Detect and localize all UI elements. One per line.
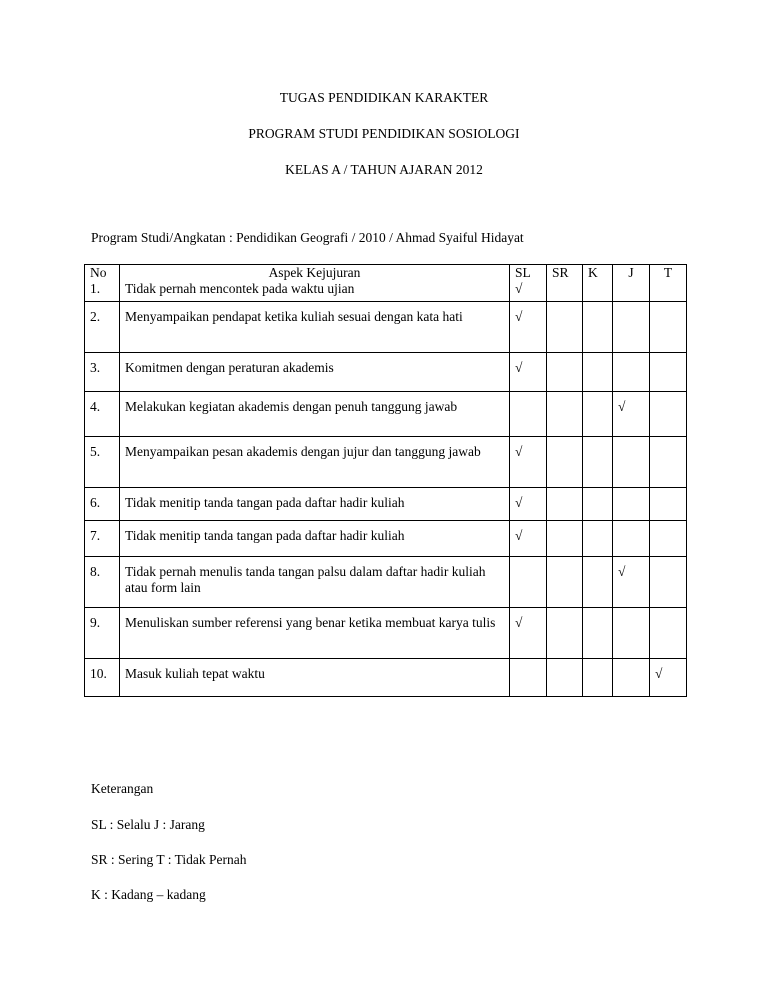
student-info: Program Studi/Angkatan : Pendidikan Geografi / 2010 / Ahmad Syaiful Hidayat — [91, 230, 524, 245]
legend-title: Keterangan — [91, 781, 154, 796]
cell-t — [650, 302, 687, 353]
cell-j — [613, 488, 650, 521]
header-t — [650, 265, 687, 302]
cell-no: 9. — [85, 608, 120, 659]
header-sr — [547, 265, 583, 302]
cell-aspek: Menuliskan sumber referensi yang benar ketika membuat karya tulis — [120, 608, 510, 659]
table-row — [85, 437, 687, 488]
cell-aspek: Komitmen dengan peraturan akademis — [120, 353, 510, 392]
cell-no: 6. — [85, 488, 120, 521]
header-sr-label: SR — [552, 265, 569, 280]
cell-k — [583, 521, 613, 557]
cell-t — [650, 608, 687, 659]
legend-line-sl-j: SL : Selalu J : Jarang — [91, 817, 205, 832]
header-k-label: K — [588, 265, 598, 280]
cell-no: 2. — [85, 302, 120, 353]
cell-no: 4. — [85, 392, 120, 437]
cell-sr — [547, 353, 583, 392]
cell-t — [650, 488, 687, 521]
cell-j — [613, 608, 650, 659]
cell-aspek: Tidak menitip tanda tangan pada daftar hadir kuliah — [120, 488, 510, 521]
cell-t: √ — [650, 659, 687, 697]
table-row — [85, 302, 687, 353]
cell-aspek: Menyampaikan pesan akademis dengan jujur dan tanggung jawab — [120, 437, 510, 488]
program-title: PROGRAM STUDI PENDIDIKAN SOSIOLOGI — [248, 126, 520, 141]
cell-sr — [547, 608, 583, 659]
cell-aspek: Melakukan kegiatan akademis dengan penuh tanggung jawab — [120, 392, 510, 437]
cell-j — [613, 521, 650, 557]
cell-k — [583, 488, 613, 521]
cell-sr — [547, 437, 583, 488]
cell-sl — [510, 392, 547, 437]
cell-sr — [547, 392, 583, 437]
row-no-1: 1. — [90, 281, 101, 296]
header-aspek — [120, 265, 510, 302]
cell-sr — [547, 659, 583, 697]
cell-j — [613, 659, 650, 697]
cell-aspek: Menyampaikan pendapat ketika kuliah sesuai dengan kata hati — [120, 302, 510, 353]
cell-k — [583, 437, 613, 488]
header-sl — [510, 265, 547, 302]
cell-k — [583, 302, 613, 353]
class-year-title: KELAS A / TAHUN AJARAN 2012 — [285, 162, 483, 177]
cell-aspek: Tidak menitip tanda tangan pada daftar hadir kuliah — [120, 521, 510, 557]
cell-sr — [547, 302, 583, 353]
cell-sl — [510, 557, 547, 608]
cell-no: 8. — [85, 557, 120, 608]
cell-t — [650, 557, 687, 608]
row-aspek-1: Tidak pernah mencontek pada waktu ujian — [125, 281, 355, 296]
cell-j — [613, 302, 650, 353]
cell-sl: √ — [510, 488, 547, 521]
cell-no: 3. — [85, 353, 120, 392]
cell-sl: √ — [510, 302, 547, 353]
table-row — [85, 659, 687, 697]
cell-k — [583, 659, 613, 697]
row-sl-1: √ — [515, 281, 523, 296]
table-row — [85, 392, 687, 437]
cell-sl: √ — [510, 608, 547, 659]
header-k — [583, 265, 613, 302]
table-row — [85, 608, 687, 659]
cell-sl: √ — [510, 521, 547, 557]
document-title: TUGAS PENDIDIKAN KARAKTER — [279, 90, 489, 105]
cell-k — [583, 392, 613, 437]
header-t-label: T — [663, 265, 673, 280]
header-j-label: J — [628, 265, 634, 280]
header-sl-label: SL — [515, 265, 531, 280]
table-row — [85, 488, 687, 521]
cell-aspek: Masuk kuliah tepat waktu — [120, 659, 510, 697]
table-row — [85, 353, 687, 392]
cell-sl: √ — [510, 437, 547, 488]
cell-j — [613, 353, 650, 392]
cell-no: 10. — [85, 659, 120, 697]
cell-sr — [547, 521, 583, 557]
cell-sl: √ — [510, 353, 547, 392]
cell-no: 5. — [85, 437, 120, 488]
cell-t — [650, 353, 687, 392]
cell-sl — [510, 659, 547, 697]
cell-t — [650, 392, 687, 437]
cell-k — [583, 557, 613, 608]
legend-line-sr-t: SR : Sering T : Tidak Pernah — [91, 852, 247, 867]
table-row — [85, 521, 687, 557]
cell-j: √ — [613, 557, 650, 608]
cell-j — [613, 437, 650, 488]
cell-t — [650, 521, 687, 557]
cell-t — [650, 437, 687, 488]
cell-k — [583, 608, 613, 659]
cell-no: 7. — [85, 521, 120, 557]
honesty-table — [84, 264, 687, 697]
cell-k — [583, 353, 613, 392]
cell-sr — [547, 557, 583, 608]
header-no — [85, 265, 120, 302]
cell-j: √ — [613, 392, 650, 437]
cell-aspek: Tidak pernah menulis tanda tangan palsu dalam daftar hadir kuliah atau form lain — [120, 557, 510, 608]
header-j — [613, 265, 650, 302]
legend-line-k: K : Kadang – kadang — [91, 887, 206, 902]
header-no-label: No — [90, 265, 107, 280]
header-aspek-label: Aspek Kejujuran — [268, 265, 361, 280]
cell-sr — [547, 488, 583, 521]
table-header-row — [85, 265, 687, 302]
table-row — [85, 557, 687, 608]
